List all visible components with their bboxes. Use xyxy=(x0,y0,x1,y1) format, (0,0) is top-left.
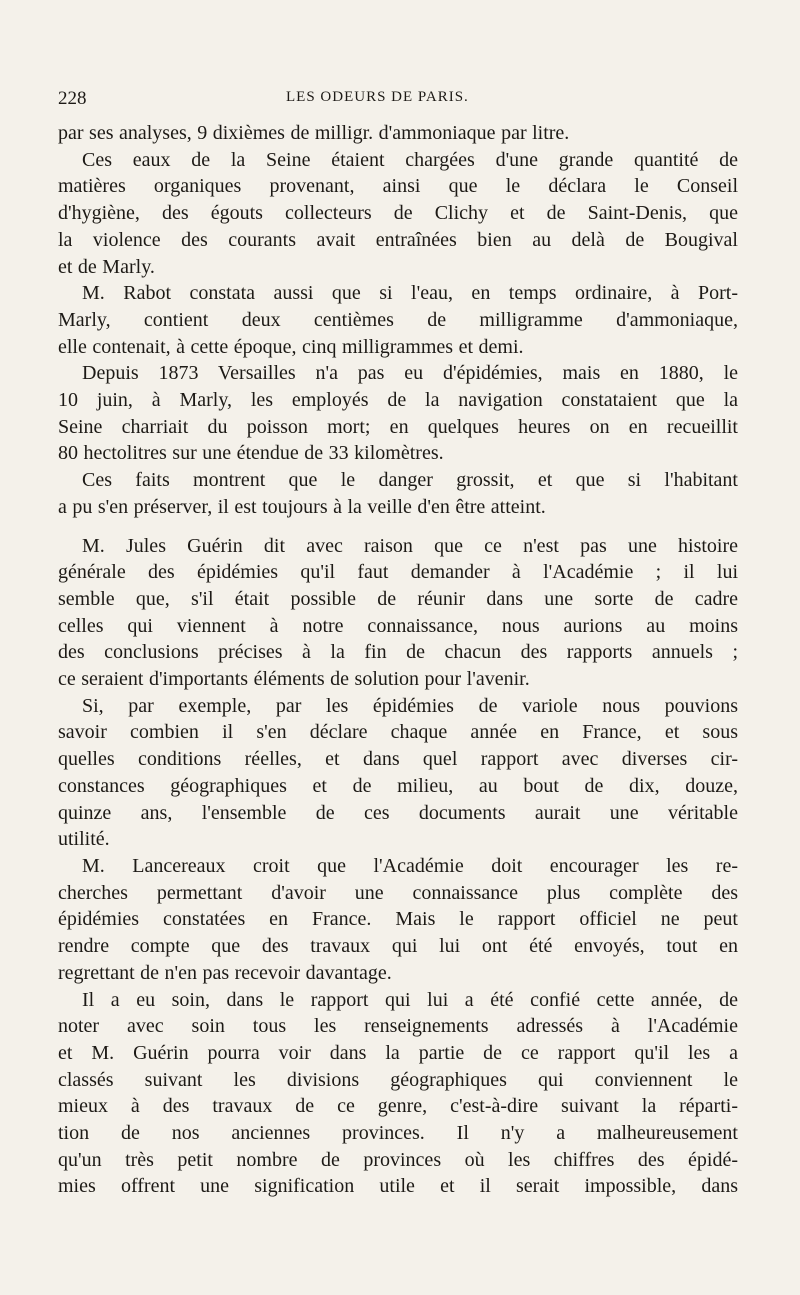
paragraph-continuation xyxy=(58,120,738,147)
paragraph-variole xyxy=(58,693,738,853)
text-line: M. Lancereaux croit que l'Académie doit encourager les re- xyxy=(82,854,738,877)
book-page xyxy=(58,88,738,1268)
text-line: quelles conditions réelles, et dans quel rapport avec diverses cir- xyxy=(58,748,738,771)
running-title: LES ODEURS DE PARIS. xyxy=(286,89,469,105)
paragraph-danger xyxy=(58,467,738,520)
text-line: a pu s'en préserver, il est toujours à la veille d'en être atteint. xyxy=(58,495,546,518)
text-line: tion de nos anciennes provinces. Il n'y a malheureusement xyxy=(58,1122,738,1145)
text-line: et M. Guérin pourra voir dans la partie de ce rapport qu'il les a xyxy=(58,1041,738,1064)
text-line: épidémies constatées en France. Mais le rapport officiel ne peut xyxy=(58,908,738,931)
text-line: générale des épidémies qu'il faut demander à l'Académie ; il lui xyxy=(58,561,738,584)
paragraph-versailles xyxy=(58,360,738,467)
text-line: savoir combien il s'en déclare chaque année en France, et sous xyxy=(58,721,738,744)
text-line: M. Rabot constata aussi que si l'eau, en temps ordinaire, à Port- xyxy=(82,282,738,305)
text-line: Marly, contient deux centièmes de milligramme d'ammoniaque, xyxy=(58,308,738,331)
text-line: 80 hectolitres sur une étendue de 33 kilomètres. xyxy=(58,442,444,465)
text-line: matières organiques provenant, ainsi que le déclara le Conseil xyxy=(58,175,738,198)
text-line: semble que, s'il était possible de réunir dans une sorte de cadre xyxy=(58,587,738,610)
text-line: regrettant de n'en pas recevoir davantage. xyxy=(58,961,392,984)
text-line: ce seraient d'importants éléments de solution pour l'avenir. xyxy=(58,668,530,691)
text-line: la violence des courants avait entraînées bien au delà de Bougival xyxy=(58,228,738,251)
text-line: Ces faits montrent que le danger grossit, et que si l'habitant xyxy=(82,469,738,492)
text-line: noter avec soin tous les renseignements adressés à l'Académie xyxy=(58,1015,738,1038)
page-number: 228 xyxy=(58,88,87,109)
text-line: Ces eaux de la Seine étaient chargées d'une grande quantité de xyxy=(82,148,738,171)
text-line: M. Jules Guérin dit avec raison que ce n'est pas une histoire xyxy=(82,534,738,557)
text-line: et de Marly. xyxy=(58,255,155,278)
text-line: mieux à des travaux de ce genre, c'est-à-dire suivant la réparti- xyxy=(58,1095,738,1118)
text-line: par ses analyses, 9 dixièmes de milligr. d'ammoniaque par litre. xyxy=(58,122,570,144)
text-line: elle contenait, à cette époque, cinq milligrammes et demi. xyxy=(58,335,524,358)
paragraph-seine-waters xyxy=(58,147,738,281)
text-line: classés suivant les divisions géographiques qui conviennent le xyxy=(58,1068,738,1091)
paragraph-guerin xyxy=(58,533,738,693)
text-line: 10 juin, à Marly, les employés de la navigation constataient que la xyxy=(58,389,738,412)
text-line: Si, par exemple, par les épidémies de variole nous pouvions xyxy=(82,694,738,717)
paragraph-lancereaux xyxy=(58,853,738,987)
text-line: Depuis 1873 Versailles n'a pas eu d'épidémies, mais en 1880, le xyxy=(82,362,738,385)
text-line: constances géographiques et de milieu, au bout de dix, douze, xyxy=(58,774,738,797)
paragraph-rabot xyxy=(58,280,738,360)
text-line: cherches permettant d'avoir une connaissance plus complète des xyxy=(58,881,738,904)
text-line: Il a eu soin, dans le rapport qui lui a été confié cette année, de xyxy=(82,988,738,1011)
text-line: celles qui viennent à notre connaissance, nous aurions au moins xyxy=(58,614,738,637)
text-line: Seine charriait du poisson mort; en quelques heures on en recueillit xyxy=(58,415,738,438)
text-line: rendre compte que des travaux qui lui ont été envoyés, tout en xyxy=(58,935,738,958)
text-line: quinze ans, l'ensemble de ces documents aurait une véritable xyxy=(58,801,738,824)
text-line: d'hygiène, des égouts collecteurs de Clichy et de Saint-Denis, que xyxy=(58,202,738,225)
paragraph-rapport xyxy=(58,987,738,1201)
text-line: mies offrent une signification utile et il serait impossible, dans xyxy=(58,1175,738,1198)
text-line: utilité. xyxy=(58,828,110,851)
text-line: des conclusions précises à la fin de chacun des rapports annuels ; xyxy=(58,641,738,664)
body-text xyxy=(58,120,738,1200)
page-header xyxy=(58,88,738,116)
text-line: qu'un très petit nombre de provinces où les chiffres des épidé- xyxy=(58,1148,738,1171)
